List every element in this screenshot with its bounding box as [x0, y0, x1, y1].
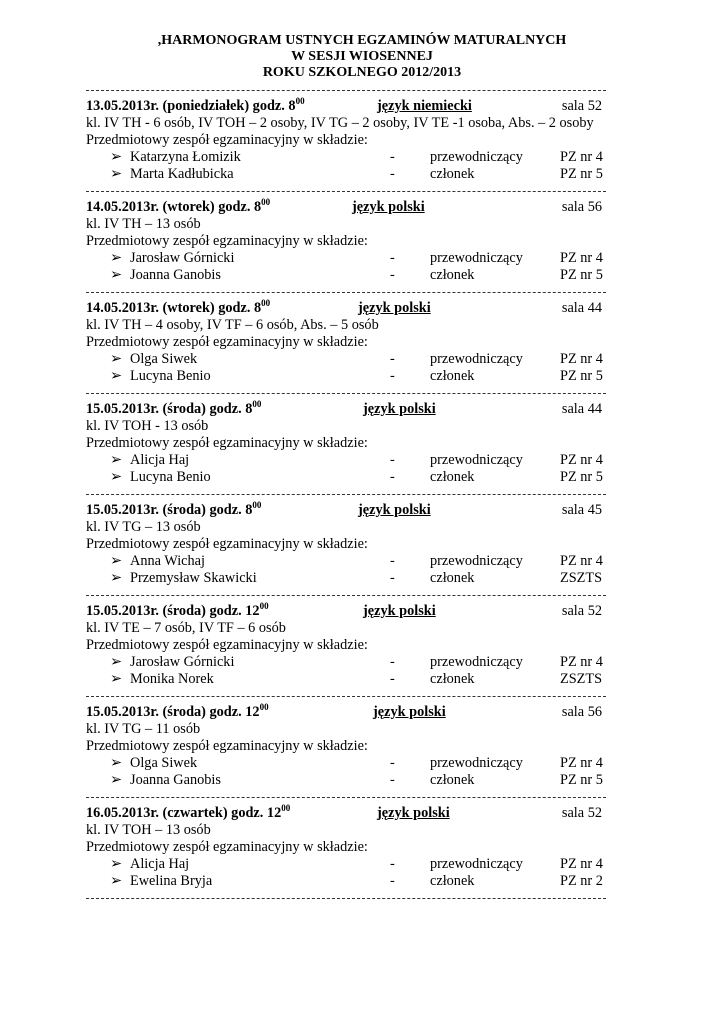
member-dash: -	[390, 351, 395, 367]
session-room: sala 56	[561, 199, 602, 215]
member-name: Joanna Ganobis	[130, 772, 221, 788]
member-dash: -	[390, 368, 395, 384]
committee-label: Przedmiotowy zespół egzaminacyjny w składzie:	[86, 839, 368, 855]
session-hour-sup: 00	[252, 500, 262, 510]
member-dash: -	[390, 149, 395, 165]
member-name: Jarosław Górnicki	[130, 654, 235, 670]
committee-label: Przedmiotowy zespół egzaminacyjny w składzie:	[86, 334, 368, 350]
session-header	[86, 300, 616, 317]
title-line-2: W SESJI WIOSENNEJ	[291, 49, 433, 64]
session-hour-sup: 00	[259, 601, 269, 611]
member-dash: -	[390, 166, 395, 182]
bullet-arrow-icon: ➢	[110, 368, 122, 384]
committee-member	[86, 553, 616, 570]
member-name: Lucyna Benio	[130, 469, 211, 485]
member-role: przewodniczący	[430, 250, 523, 266]
member-name: Joanna Ganobis	[130, 267, 221, 283]
member-role: członek	[430, 671, 475, 687]
member-role: przewodniczący	[430, 149, 523, 165]
member-role: członek	[430, 368, 475, 384]
member-pz: PZ nr 5	[560, 772, 603, 788]
member-dash: -	[390, 873, 395, 889]
bullet-arrow-icon: ➢	[110, 469, 122, 485]
session-classes: kl. IV TH - 6 osób, IV TOH – 2 osoby, IV TG – 2 osoby, IV TE -1 osoba, Abs. – 2 osoby	[86, 115, 594, 131]
committee-member	[86, 873, 616, 890]
committee-member	[86, 452, 616, 469]
member-name: Marta Kadłubicka	[130, 166, 234, 182]
member-name: Monika Norek	[130, 671, 214, 687]
member-dash: -	[390, 654, 395, 670]
member-role: członek	[430, 469, 475, 485]
member-name: Anna Wichaj	[130, 553, 205, 569]
session-block	[86, 805, 616, 890]
session-date: 15.05.2013r. (środa) godz. 12	[86, 603, 260, 619]
session-header	[86, 805, 616, 822]
session-hour-sup: 00	[252, 399, 262, 409]
session-date: 13.05.2013r. (poniedziałek) godz. 8	[86, 98, 296, 114]
member-pz: PZ nr 4	[560, 856, 603, 872]
session-block	[86, 199, 616, 284]
session-header	[86, 704, 616, 721]
member-dash: -	[390, 267, 395, 283]
member-name: Lucyna Benio	[130, 368, 211, 384]
separator	[86, 393, 606, 394]
member-role: członek	[430, 873, 475, 889]
member-role: członek	[430, 772, 475, 788]
member-dash: -	[390, 755, 395, 771]
separator	[86, 292, 606, 293]
bullet-arrow-icon: ➢	[110, 351, 122, 367]
separator	[86, 797, 606, 798]
session-block	[86, 502, 616, 587]
session-room: sala 52	[561, 98, 602, 114]
session-classes: kl. IV TOH – 13 osób	[86, 822, 211, 838]
committee-label: Przedmiotowy zespół egzaminacyjny w składzie:	[86, 233, 368, 249]
member-pz: ZSZTS	[560, 570, 603, 586]
member-role: przewodniczący	[430, 553, 523, 569]
session-header	[86, 502, 616, 519]
title-line-3: ROKU SZKOLNEGO 2012/2013	[262, 65, 462, 80]
bullet-arrow-icon: ➢	[110, 553, 122, 569]
committee-label: Przedmiotowy zespół egzaminacyjny w składzie:	[86, 738, 368, 754]
member-dash: -	[390, 570, 395, 586]
session-date: 14.05.2013r. (wtorek) godz. 8	[86, 199, 262, 215]
session-block	[86, 98, 616, 183]
session-subject: język polski	[358, 300, 431, 316]
session-subject: język polski	[377, 805, 450, 821]
committee-member	[86, 166, 616, 183]
committee-member	[86, 368, 616, 385]
session-room: sala 44	[561, 401, 602, 417]
session-room: sala 52	[561, 603, 602, 619]
member-pz: PZ nr 5	[560, 469, 603, 485]
member-dash: -	[390, 553, 395, 569]
member-name: Ewelina Bryja	[130, 873, 213, 889]
bullet-arrow-icon: ➢	[110, 452, 122, 468]
member-role: przewodniczący	[430, 452, 523, 468]
member-dash: -	[390, 671, 395, 687]
member-dash: -	[390, 469, 395, 485]
separator	[86, 191, 606, 192]
committee-member	[86, 570, 616, 587]
committee-label: Przedmiotowy zespół egzaminacyjny w składzie:	[86, 435, 368, 451]
member-role: przewodniczący	[430, 856, 523, 872]
bullet-arrow-icon: ➢	[110, 671, 122, 687]
member-name: Jarosław Górnicki	[130, 250, 235, 266]
committee-member	[86, 755, 616, 772]
member-name: Alicja Haj	[130, 856, 190, 872]
session-subject: język polski	[352, 199, 425, 215]
session-room: sala 44	[561, 300, 602, 316]
member-pz: PZ nr 5	[560, 166, 603, 182]
bullet-arrow-icon: ➢	[110, 654, 122, 670]
session-date: 16.05.2013r. (czwartek) godz. 12	[86, 805, 282, 821]
member-dash: -	[390, 772, 395, 788]
member-pz: PZ nr 4	[560, 351, 603, 367]
committee-label: Przedmiotowy zespół egzaminacyjny w składzie:	[86, 637, 368, 653]
member-name: Przemysław Skawicki	[130, 570, 257, 586]
session-subject: język polski	[363, 401, 436, 417]
session-hour-sup: 00	[261, 298, 271, 308]
session-room: sala 45	[561, 502, 602, 518]
separator	[86, 494, 606, 495]
member-pz: PZ nr 4	[560, 755, 603, 771]
session-room: sala 52	[561, 805, 602, 821]
member-pz: PZ nr 4	[560, 654, 603, 670]
session-header	[86, 199, 616, 216]
session-date: 14.05.2013r. (wtorek) godz. 8	[86, 300, 262, 316]
member-role: członek	[430, 570, 475, 586]
member-dash: -	[390, 856, 395, 872]
committee-member	[86, 772, 616, 789]
member-dash: -	[390, 452, 395, 468]
member-name: Alicja Haj	[130, 452, 190, 468]
session-block	[86, 401, 616, 486]
member-pz: PZ nr 4	[560, 149, 603, 165]
member-pz: PZ nr 2	[560, 873, 603, 889]
session-block	[86, 300, 616, 385]
session-subject: język polski	[373, 704, 446, 720]
session-header	[86, 603, 616, 620]
member-name: Olga Siwek	[130, 755, 198, 771]
title-line-1: ,HARMONOGRAM USTNYCH EGZAMINÓW MATURALNYCH	[157, 33, 567, 48]
session-date: 15.05.2013r. (środa) godz. 12	[86, 704, 260, 720]
separator	[86, 90, 606, 91]
bullet-arrow-icon: ➢	[110, 570, 122, 586]
committee-member	[86, 856, 616, 873]
member-dash: -	[390, 250, 395, 266]
committee-member	[86, 250, 616, 267]
session-header	[86, 98, 616, 115]
committee-member	[86, 654, 616, 671]
member-role: przewodniczący	[430, 654, 523, 670]
member-name: Katarzyna Łomizik	[130, 149, 241, 165]
committee-label: Przedmiotowy zespół egzaminacyjny w składzie:	[86, 132, 368, 148]
session-block	[86, 603, 616, 688]
session-classes: kl. IV TH – 13 osób	[86, 216, 201, 232]
committee-member	[86, 469, 616, 486]
committee-member	[86, 149, 616, 166]
document-title	[0, 33, 724, 81]
session-date: 15.05.2013r. (środa) godz. 8	[86, 401, 253, 417]
session-hour-sup: 00	[281, 803, 291, 813]
session-subject: język niemiecki	[377, 98, 472, 114]
session-classes: kl. IV TH – 4 osoby, IV TF – 6 osób, Abs. – 5 osób	[86, 317, 379, 333]
bullet-arrow-icon: ➢	[110, 166, 122, 182]
bullet-arrow-icon: ➢	[110, 267, 122, 283]
bullet-arrow-icon: ➢	[110, 755, 122, 771]
session-classes: kl. IV TE – 7 osób, IV TF – 6 osób	[86, 620, 286, 636]
committee-member	[86, 671, 616, 688]
bullet-arrow-icon: ➢	[110, 250, 122, 266]
committee-label: Przedmiotowy zespół egzaminacyjny w składzie:	[86, 536, 368, 552]
separator	[86, 898, 606, 899]
member-pz: PZ nr 5	[560, 368, 603, 384]
bullet-arrow-icon: ➢	[110, 772, 122, 788]
session-subject: język polski	[358, 502, 431, 518]
session-hour-sup: 00	[261, 197, 271, 207]
session-date: 15.05.2013r. (środa) godz. 8	[86, 502, 253, 518]
member-pz: PZ nr 4	[560, 452, 603, 468]
member-pz: PZ nr 4	[560, 553, 603, 569]
session-classes: kl. IV TOH - 13 osób	[86, 418, 209, 434]
session-subject: język polski	[363, 603, 436, 619]
bullet-arrow-icon: ➢	[110, 149, 122, 165]
member-role: przewodniczący	[430, 755, 523, 771]
session-classes: kl. IV TG – 11 osób	[86, 721, 201, 737]
member-pz: ZSZTS	[560, 671, 603, 687]
member-role: członek	[430, 267, 475, 283]
committee-member	[86, 351, 616, 368]
separator	[86, 595, 606, 596]
member-pz: PZ nr 5	[560, 267, 603, 283]
session-block	[86, 704, 616, 789]
member-pz: PZ nr 4	[560, 250, 603, 266]
member-name: Olga Siwek	[130, 351, 198, 367]
session-hour-sup: 00	[259, 702, 269, 712]
bullet-arrow-icon: ➢	[110, 873, 122, 889]
bullet-arrow-icon: ➢	[110, 856, 122, 872]
session-header	[86, 401, 616, 418]
member-role: przewodniczący	[430, 351, 523, 367]
session-room: sala 56	[561, 704, 602, 720]
committee-member	[86, 267, 616, 284]
session-hour-sup: 00	[295, 96, 305, 106]
member-role: członek	[430, 166, 475, 182]
session-classes: kl. IV TG – 13 osób	[86, 519, 201, 535]
separator	[86, 696, 606, 697]
